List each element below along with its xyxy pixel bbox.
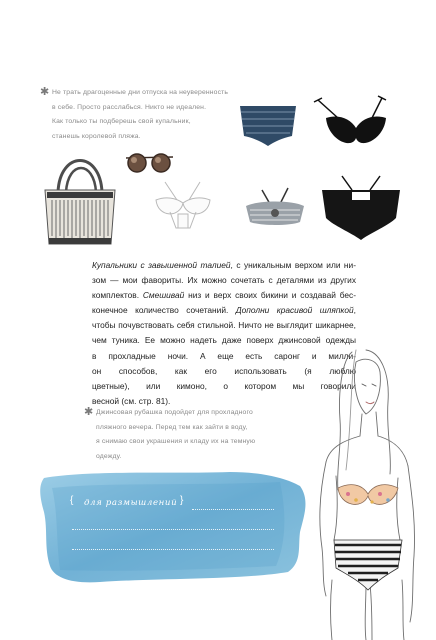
bracket-left: {	[70, 495, 74, 506]
paragraph-text: низ и верх своих бикини и создавай бес-	[184, 290, 356, 301]
paragraph-text: ,	[353, 305, 356, 316]
tip-line: Как только ты подберешь свой купальник,	[52, 118, 191, 126]
paragraph-text: зом — мои фавориты. Их можно сочетать с деталями из других	[92, 275, 356, 286]
floral-bikini-top	[338, 485, 398, 505]
emphasis-text: Купальники с завышенной талией	[92, 260, 231, 270]
paragraph-text: чем туника. Ее можно надеть даже поверх джинсовой одежды	[92, 335, 356, 346]
paragraph-text: чтобы почувствовать себя стильной. Ничто не выглядит шикарнее,	[92, 320, 356, 331]
star-flower-icon: ✱	[40, 86, 50, 98]
tip-line: станешь королевой пляжа.	[52, 132, 141, 140]
paragraph-text: он способов, как его использовать (я люблю	[92, 365, 356, 376]
tip-line: в себе. Просто расслабься. Никто не идеален.	[52, 103, 207, 111]
tip-line: Не трать драгоценные дни отпуска на неуверенность	[52, 89, 229, 96]
tip-line: я снимаю свои украшения и кладу их на темную	[96, 438, 256, 446]
paragraph-text: весной (см. стр. 81).	[92, 395, 171, 406]
emphasis-text: Дополни красивой шляпкой	[235, 305, 354, 316]
paragraph-text: , с уникальным верхом или ни-	[230, 260, 356, 270]
tip-line: пляжного вечера. Перед тем как зайти в воду,	[96, 423, 248, 431]
notes-title: для размышлений	[84, 498, 178, 508]
paragraph-text: в прохладные ночи. А еще есть саронг и милли-	[92, 350, 356, 361]
emphasis-text: Смешивай	[142, 290, 185, 301]
star-flower-icon: ✱	[84, 406, 94, 418]
paragraph-text: цветные), или кимоно, о котором мы говорили	[92, 380, 356, 391]
tip-line: Джинсовая рубашка подойдет для прохладного	[96, 409, 253, 416]
striped-bikini-bottom	[334, 540, 402, 590]
bracket-right: }	[180, 495, 184, 506]
tip-line: одежду.	[96, 452, 122, 460]
paragraph-text: комплектов.	[92, 290, 143, 301]
paragraph-text: конечное количество сочетаний.	[92, 305, 236, 316]
